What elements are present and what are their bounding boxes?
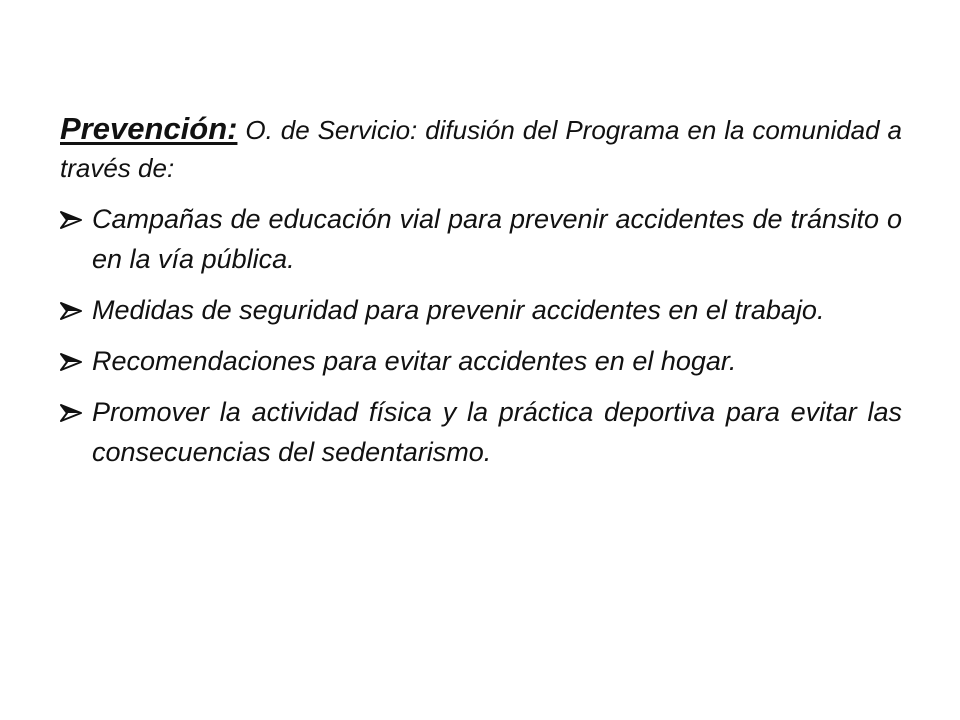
list-item-text: Campañas de educación vial para prevenir accidentes de tránsito o en la vía pública. [92, 204, 902, 274]
arrowhead-bullet-icon [60, 302, 82, 320]
intro-text: O. de Servicio: difusión del Programa en la comunidad a través de: [60, 115, 902, 183]
list-item-text: Promover la actividad física y la práctica deportiva para evitar las consecuencias del sedentarismo. [92, 397, 902, 467]
section-heading: Prevención: [60, 111, 238, 146]
bullet-list [60, 199, 902, 472]
arrowhead-bullet-icon [60, 211, 82, 229]
list-item [60, 290, 902, 330]
slide-content [60, 110, 902, 483]
list-item-text: Medidas de seguridad para prevenir accidentes en el trabajo. [92, 295, 825, 325]
list-item [60, 392, 902, 472]
arrowhead-bullet-icon [60, 404, 82, 422]
intro-paragraph [60, 110, 902, 187]
list-item [60, 199, 902, 279]
list-item [60, 341, 902, 381]
arrowhead-bullet-icon [60, 353, 82, 371]
list-item-text: Recomendaciones para evitar accidentes en el hogar. [92, 346, 737, 376]
